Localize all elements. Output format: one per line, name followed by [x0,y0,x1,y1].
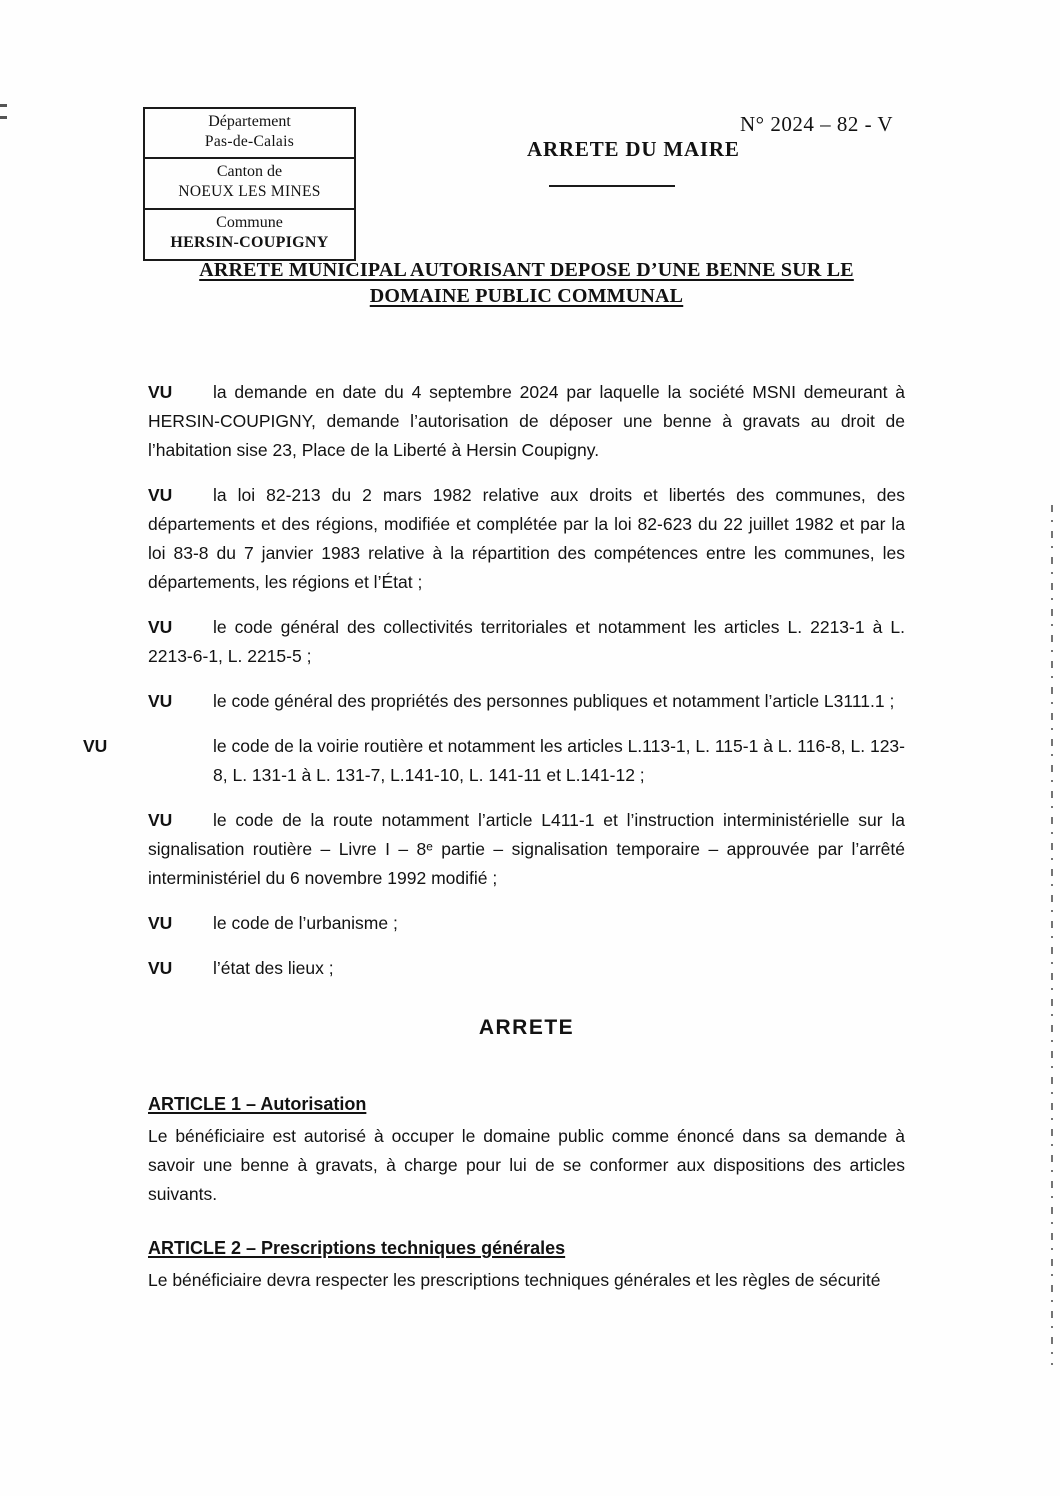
vu-paragraph [148,687,905,716]
canton-label: Canton de [216,163,283,181]
vu-label: VU [83,736,108,756]
vu-paragraph [148,481,905,597]
document-body [83,378,905,1295]
scan-artifact-corner-mark [0,104,7,119]
vu-label: VU [148,382,173,402]
vu-label: VU [148,691,173,711]
vu-paragraph [148,613,905,671]
canton-value: NOEUX LES MINES [178,183,321,201]
vu-label: VU [148,485,173,505]
vu-text: l’état des lieux ; [213,958,334,978]
commune-label: Commune [216,213,283,231]
vu-text: la demande en date du 4 septembre 2024 par laquelle la société MSNI demeurant à HERSIN-COUPIGNY, demande l’autorisation de déposer une benne à gravats au droit de l’habitation sise 23, Place de la Liberté à Hersin Coupigny. [148,382,905,460]
vu-text: le code de l’urbanisme ; [213,913,398,933]
main-title [148,257,905,309]
article-1-heading: ARTICLE 1 – Autorisation [148,1094,367,1114]
department-label: Département [208,113,291,130]
commune-value: HERSIN-COUPIGNY [170,233,329,251]
article-2-heading: ARTICLE 2 – Prescriptions techniques générales [148,1238,566,1258]
letterhead-canton-cell [145,159,354,209]
vu-text: le code général des collectivités territoriales et notamment les articles L. 2213-1 à L. 2213-6-1, L. 2215-5 ; [148,617,905,666]
vu-paragraph [83,732,905,790]
vu-paragraph [148,954,905,983]
vu-label: VU [148,810,173,830]
vu-paragraph [148,909,905,938]
letterhead-department-cell [145,109,354,159]
scan-artifact-right-dashed-line [1051,505,1053,1365]
main-title-line2: DOMAINE PUBLIC COMMUNAL [369,285,684,307]
department-value: Pas-de-Calais [204,133,295,150]
vu-text: le code général des propriétés des personnes publiques et notamment l’article L3111.1 ; [213,691,895,711]
letterhead-box [143,107,356,261]
letterhead-commune-cell [145,210,354,259]
vu-text: le code de la route notamment l’article L411-1 et l’instruction interministérielle sur la signalisation routière – Livre I – 8ᵉ partie – signalisation temporaire – approuvée par l’arrêté interministériel du 6 novembre 1992 modifié ; [148,810,905,888]
article-2-body: Le bénéficiaire devra respecter les prescriptions techniques générales et les règles de sécurité [148,1270,881,1290]
document-number: N° 2024 – 82 - V [740,112,894,136]
arrete-section-heading: ARRETE [478,1016,575,1039]
article-1-body: Le bénéficiaire est autorisé à occuper le domaine public comme énoncé dans sa demande à savoir une benne à gravats, à charge pour lui de se conformer aux dispositions des articles suivants. [148,1126,905,1204]
heading-underline-rule [549,185,675,187]
vu-label: VU [148,617,173,637]
document-type-heading: ARRETE DU MAIRE [527,137,740,161]
vu-paragraph [148,378,905,465]
main-title-line1: ARRETE MUNICIPAL AUTORISANT DEPOSE D’UNE BENNE SUR LE [199,259,854,281]
vu-paragraph [148,806,905,893]
vu-text: la loi 82-213 du 2 mars 1982 relative aux droits et libertés des communes, des départements et des régions, modifiée et complétée par la loi 82-623 du 22 juillet 1982 et par la loi 83-8 du 7 janvier 1983 relative à la répartition des compétences entre les communes, les départements, les régions et l’État ; [148,485,905,592]
vu-text: le code de la voirie routière et notamment les articles L.113-1, L. 115-1 à L. 116-8, L. 123-8, L. 131-1 à L. 131-7, L.141-10, L. 141-11 et L.141-12 ; [213,736,905,785]
vu-label: VU [148,913,173,933]
vu-label: VU [148,958,173,978]
